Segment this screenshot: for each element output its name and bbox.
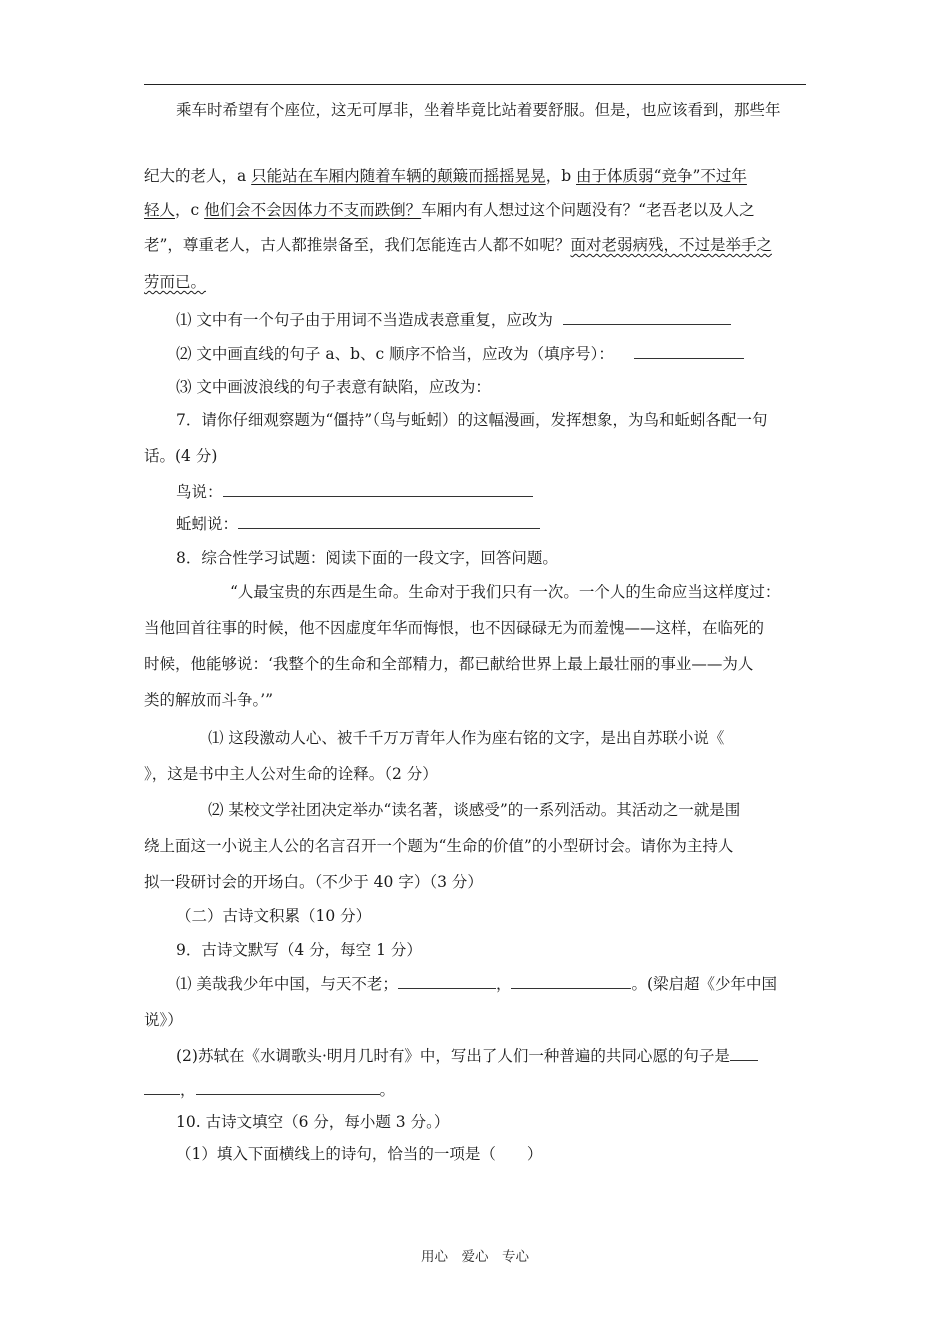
q8-title: 8．综合性学习试题：阅读下面的一段文字，回答问题。: [176, 549, 558, 567]
q8-sub-1a: ⑴ 这段激动人心、被千千万万青年人作为座右铭的文字，是出自苏联小说《: [208, 729, 725, 747]
q8-sub-2b: 绕上面这一小说主人公的名言召开一个题为“生命的价值”的小型研讨会。请你为主持人: [144, 837, 734, 855]
sentence-b: 由于体质弱“竞争”不过年: [576, 167, 747, 185]
answer-blank[interactable]: [223, 482, 533, 497]
q9-title: 9．古诗文默写（4 分，每空 1 分）: [176, 941, 422, 959]
q7-bird: 鸟说：: [176, 482, 806, 502]
answer-blank[interactable]: [563, 310, 731, 325]
passage-line-3: 轻人，c 他们会不会因体力不支而跌倒？车厢内有人想过这个问题没有？“老吾老以及人之: [144, 201, 755, 219]
header-rule: [144, 84, 806, 85]
q7-worm: 蚯蚓说：: [176, 514, 806, 534]
q8-sub-2a: ⑵ 某校文学社团决定举办“读名著，谈感受”的一系列活动。其活动之一就是围: [208, 801, 741, 819]
q8-quote-4: 类的解放而斗争。’”: [144, 691, 274, 709]
sentence-c: 他们会不会因体力不支而跌倒？: [204, 201, 422, 219]
q6-sub-1: ⑴ 文中有一个句子由于用词不当造成表意重复，应改为: [176, 310, 806, 330]
wavy-sentence: 面对老弱病残，不过是举手之: [570, 236, 772, 254]
answer-blank[interactable]: [511, 974, 631, 989]
answer-blank[interactable]: [144, 1080, 180, 1095]
q10-title: 10. 古诗文填空（6 分，每小题 3 分。）: [176, 1113, 450, 1131]
q6-sub-3: ⑶ 文中画波浪线的句子表意有缺陷，应改为：: [176, 378, 491, 396]
q7-line-2: 话。(4 分): [144, 447, 218, 465]
q9-sub-1: ⑴ 美哉我少年中国，与天不老； ， 。(梁启超《少年中国: [176, 975, 778, 993]
q7-line-1: 7．请你仔细观察题为“僵持”（鸟与蚯蚓）的这幅漫画，发挥想象，为鸟和蚯蚓各配一句: [176, 411, 768, 429]
answer-blank[interactable]: [196, 1080, 380, 1095]
section-heading: （二）古诗文积累（10 分）: [176, 907, 372, 925]
page-footer: 用心 爱心 专心: [421, 1249, 529, 1265]
answer-blank[interactable]: [730, 1046, 758, 1061]
sentence-a: 只能站在车厢内随着车辆的颠簸而摇摇晃晃: [251, 167, 546, 185]
q8-quote-1: “人最宝贵的东西是生命。生命对于我们只有一次。一个人的生命应当这样度过：: [230, 583, 781, 601]
q6-sub-2: ⑵ 文中画直线的句子 a、b、c 顺序不恰当，应改为（填序号）：: [176, 344, 806, 364]
answer-blank[interactable]: [398, 974, 496, 989]
q9-sub-2: (2)苏轼在《水调歌头·明月几时有》中，写出了人们一种普遍的共同心愿的句子是: [176, 1046, 806, 1066]
q8-sub-2c: 拟一段研讨会的开场白。（不少于 40 字）（3 分）: [144, 873, 483, 891]
passage-line-2: 纪大的老人，a 只能站在车厢内随着车辆的颠簸而摇摇晃晃，b 由于体质弱“竞争”不过年: [144, 167, 747, 185]
passage-line-5: 劳而已。: [144, 273, 207, 291]
answer-blank[interactable]: [238, 514, 540, 529]
passage-line-1: 乘车时希望有个座位，这无可厚非，坐着毕竟比站着要舒服。但是，也应该看到，那些年: [176, 101, 781, 119]
q9-sub-1b: 说》）: [144, 1011, 183, 1029]
passage-line-4: 老”，尊重老人，古人都推崇备至，我们怎能连古人都不如呢？面对老弱病残，不过是举手之: [144, 236, 772, 254]
q8-sub-1b: 》，这是书中主人公对生命的诠释。（2 分）: [144, 765, 438, 783]
answer-blank[interactable]: [634, 344, 744, 359]
q10-sub-1: （1）填入下面横线上的诗句，恰当的一项是（ ）: [176, 1145, 543, 1163]
q8-quote-3: 时候，他能够说：‘我整个的生命和全部精力，都已献给世界上最上最壮丽的事业——为人: [144, 655, 754, 673]
q8-quote-2: 当他回首往事的时候，他不因虚度年华而悔恨，也不因碌碌无为而羞愧——这样，在临死的: [144, 619, 765, 637]
q9-sub-2b: ， 。: [144, 1080, 806, 1100]
